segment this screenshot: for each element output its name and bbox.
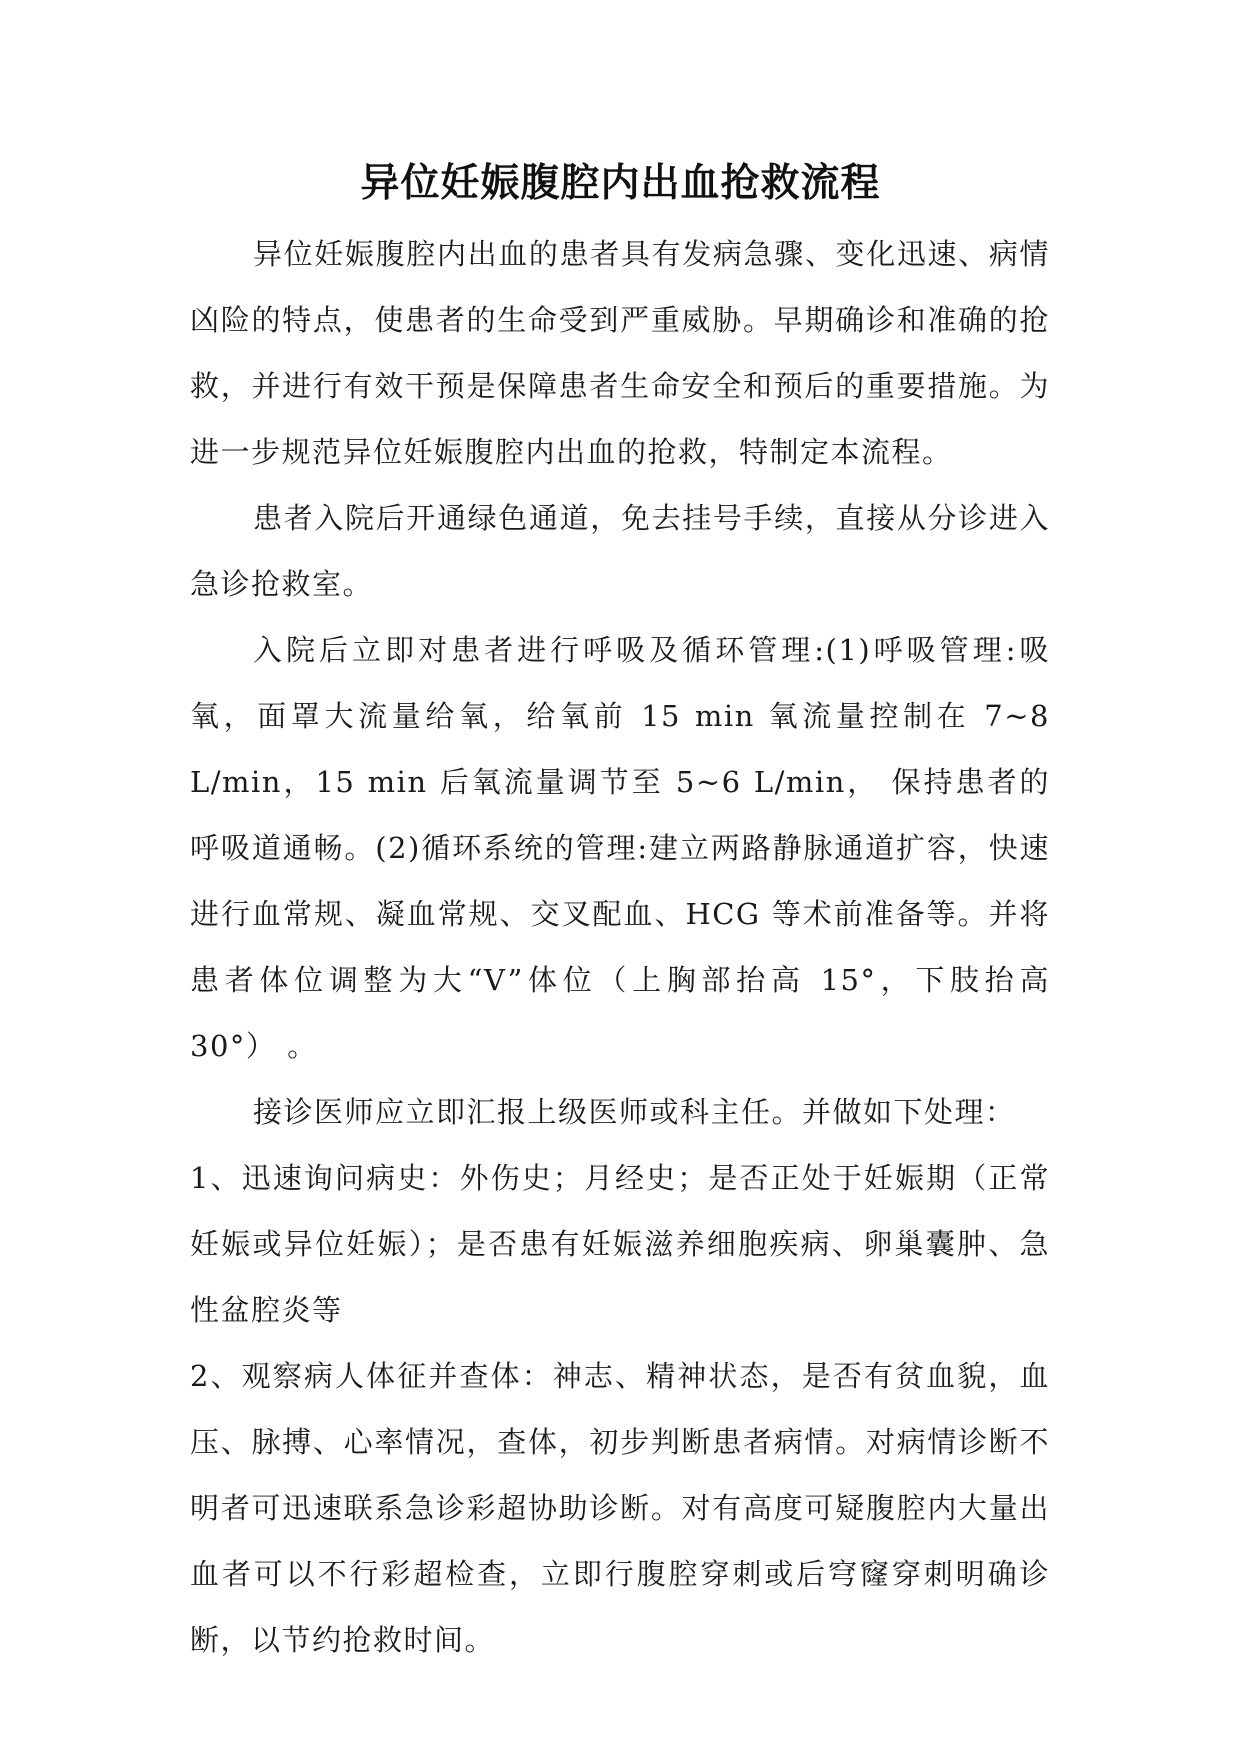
intro-paragraph: 异位妊娠腹腔内出血的患者具有发病急骤、变化迅速、病情凶险的特点，使患者的生命受到严重威胁。早期确诊和准确的抢救，并进行有效干预是保障患者生命安全和预后的重要措施。为进一步规范异位妊娠腹腔内出血的抢救，特制定本流程。: [190, 237, 1050, 469]
document-body: [190, 221, 1050, 1673]
document-title: 异位妊娠腹腔内出血抢救流程: [360, 160, 881, 206]
list-item-examination: 2、观察病人体征并查体：神志、精神状态，是否有贫血貌，血压、脉搏、心率情况，查体，初步判断患者病情。对病情诊断不明者可迅速联系急诊彩超协助诊断。对有高度可疑腹腔内大量出血者可以不行彩超检查，立即行腹腔穿刺或后穹窿穿刺明确诊断，以节约抢救时间。: [190, 1359, 1050, 1657]
respiration-circulation-paragraph: 入院后立即对患者进行呼吸及循环管理:(1)呼吸管理:吸氧，面罩大流量给氧，给氧前 15 min 氧流量控制在 7~8 L/min，15 min 后氧流量调节至 5~6 L/min， 保持患者的呼吸道通畅。(2)循环系统的管理:建立两路静脉通道扩容，快速进行血常规、凝血常规、交叉配血、HCG 等术前准备等。并将患者体位调整为大“V”体位（上胸部抬高 15°，下肢抬高 30°） 。: [190, 633, 1050, 1063]
green-channel-paragraph: 患者入院后开通绿色通道，免去挂号手续，直接从分诊进入急诊抢救室。: [190, 501, 1050, 601]
list-item-history: 1、迅速询问病史：外伤史；月经史；是否正处于妊娠期（正常妊娠或异位妊娠）；是否患有妊娠滋养细胞疾病、卵巢囊肿、急性盆腔炎等: [190, 1161, 1050, 1327]
report-paragraph: 接诊医师应立即汇报上级医师或科主任。并做如下处理：: [253, 1095, 1016, 1129]
